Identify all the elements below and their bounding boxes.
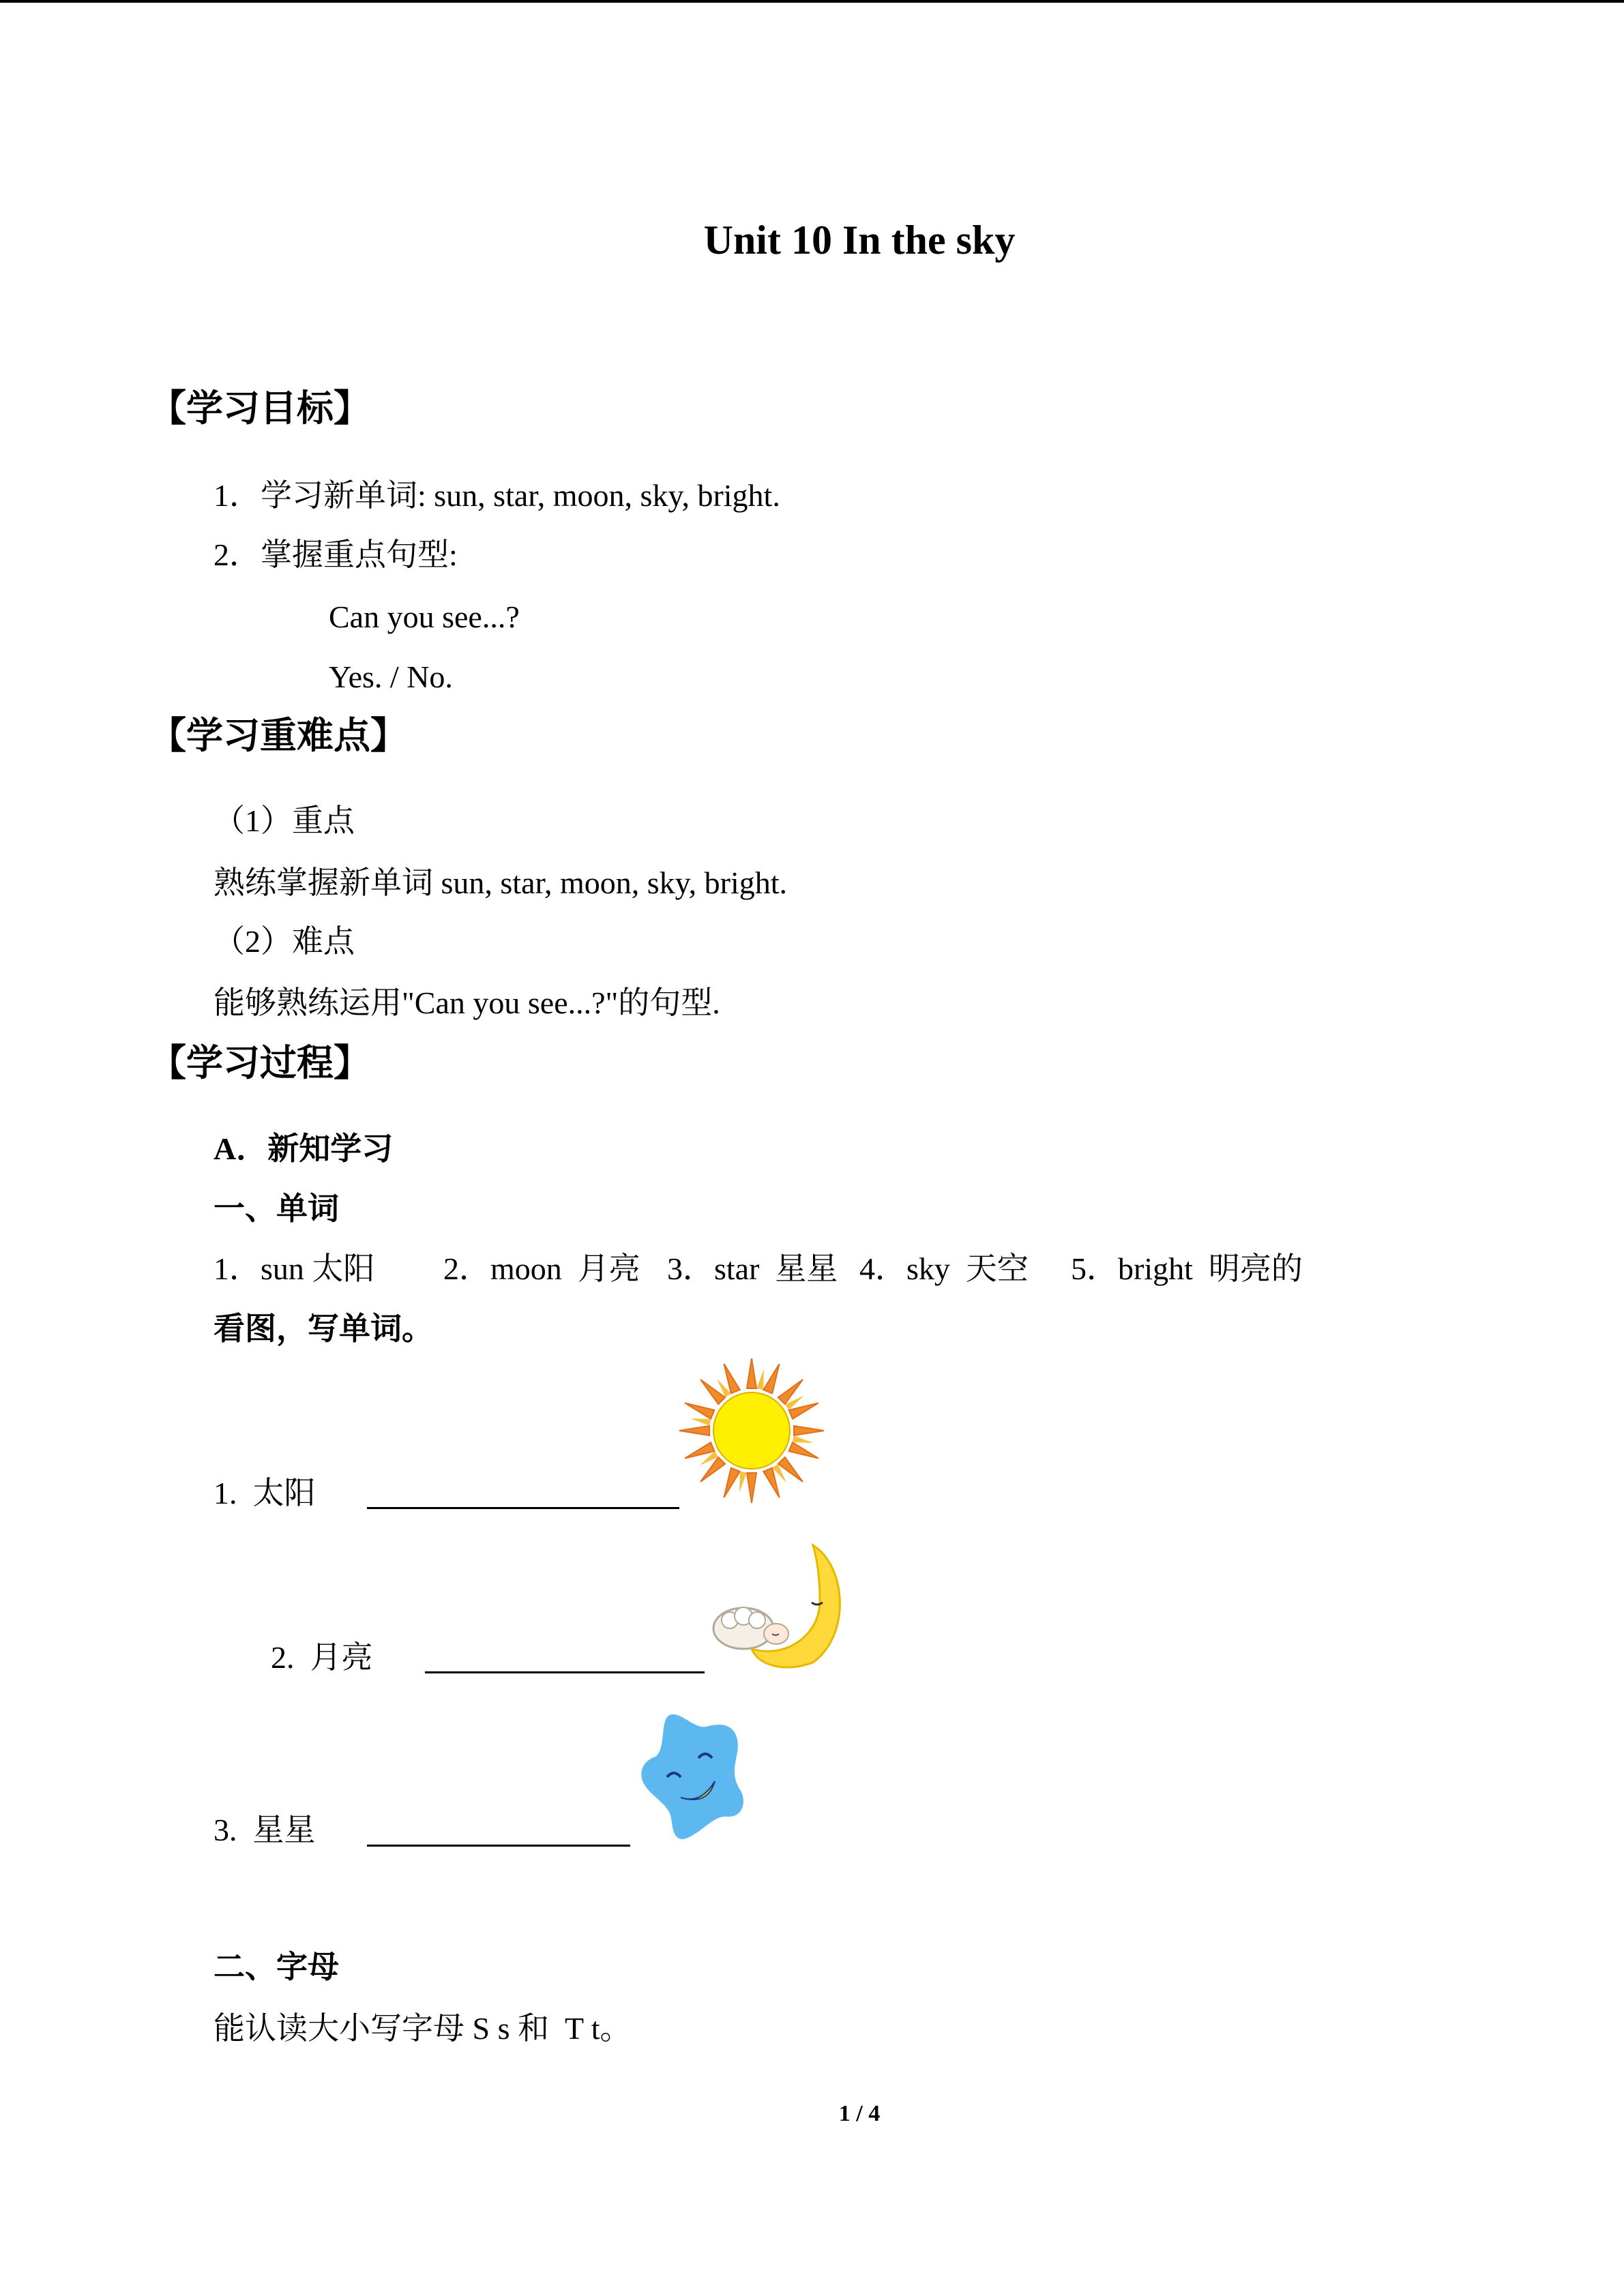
goal-item-2: 2．掌握重点句型: bbox=[213, 537, 458, 572]
moon-icon bbox=[711, 1540, 850, 1671]
answer-blank-moon[interactable] bbox=[425, 1671, 705, 1673]
difficulty-label: （2）难点 bbox=[213, 924, 355, 959]
heading-learning-process: 【学习过程】 bbox=[149, 1043, 370, 1084]
exercise-label-moon: 2. 月亮 bbox=[271, 1640, 373, 1675]
word-item: 1．sun 太阳 bbox=[213, 1251, 375, 1286]
word-item: 5．bright 明亮的 bbox=[1071, 1251, 1303, 1286]
top-border bbox=[0, 0, 1624, 3]
sentence-pattern-1: Can you see...? bbox=[329, 599, 520, 634]
page-number: 1 / 4 bbox=[838, 2101, 881, 2126]
key-point-text: 熟练掌握新单词 sun, star, moon, sky, bright. bbox=[213, 865, 788, 900]
exercise-label-star: 3. 星星 bbox=[213, 1813, 316, 1847]
vocab-subheading: 一、单词 bbox=[213, 1191, 339, 1226]
key-point-label: （1）重点 bbox=[213, 803, 355, 838]
letters-subheading: 二、字母 bbox=[213, 1950, 339, 1984]
difficulty-text: 能够熟练运用"Can you see...?"的句型. bbox=[213, 985, 720, 1020]
word-item: 2．moon 月亮 bbox=[443, 1251, 640, 1286]
letters-text: 能认读大小写字母 S s 和 T t。 bbox=[213, 2011, 632, 2046]
part-a-title: A．新知学习 bbox=[213, 1131, 394, 1166]
sentence-pattern-2: Yes. / No. bbox=[329, 659, 453, 694]
exercise-instruction: 看图，写单词。 bbox=[213, 1311, 433, 1346]
answer-blank-star[interactable] bbox=[367, 1845, 630, 1847]
star-icon bbox=[638, 1709, 752, 1844]
exercise-label-sun: 1. 太阳 bbox=[213, 1476, 316, 1510]
heading-learning-goals: 【学习目标】 bbox=[149, 388, 370, 429]
page-title: Unit 10 In the sky bbox=[703, 218, 1016, 263]
word-item: 4．sky 天空 bbox=[859, 1251, 1029, 1286]
word-item: 3．star 星星 bbox=[667, 1251, 838, 1286]
answer-blank-sun[interactable] bbox=[367, 1507, 679, 1509]
heading-key-points: 【学习重难点】 bbox=[149, 715, 407, 756]
sun-icon bbox=[678, 1357, 825, 1504]
goal-item-1: 1．学习新单词: sun, star, moon, sky, bright. bbox=[213, 478, 780, 513]
